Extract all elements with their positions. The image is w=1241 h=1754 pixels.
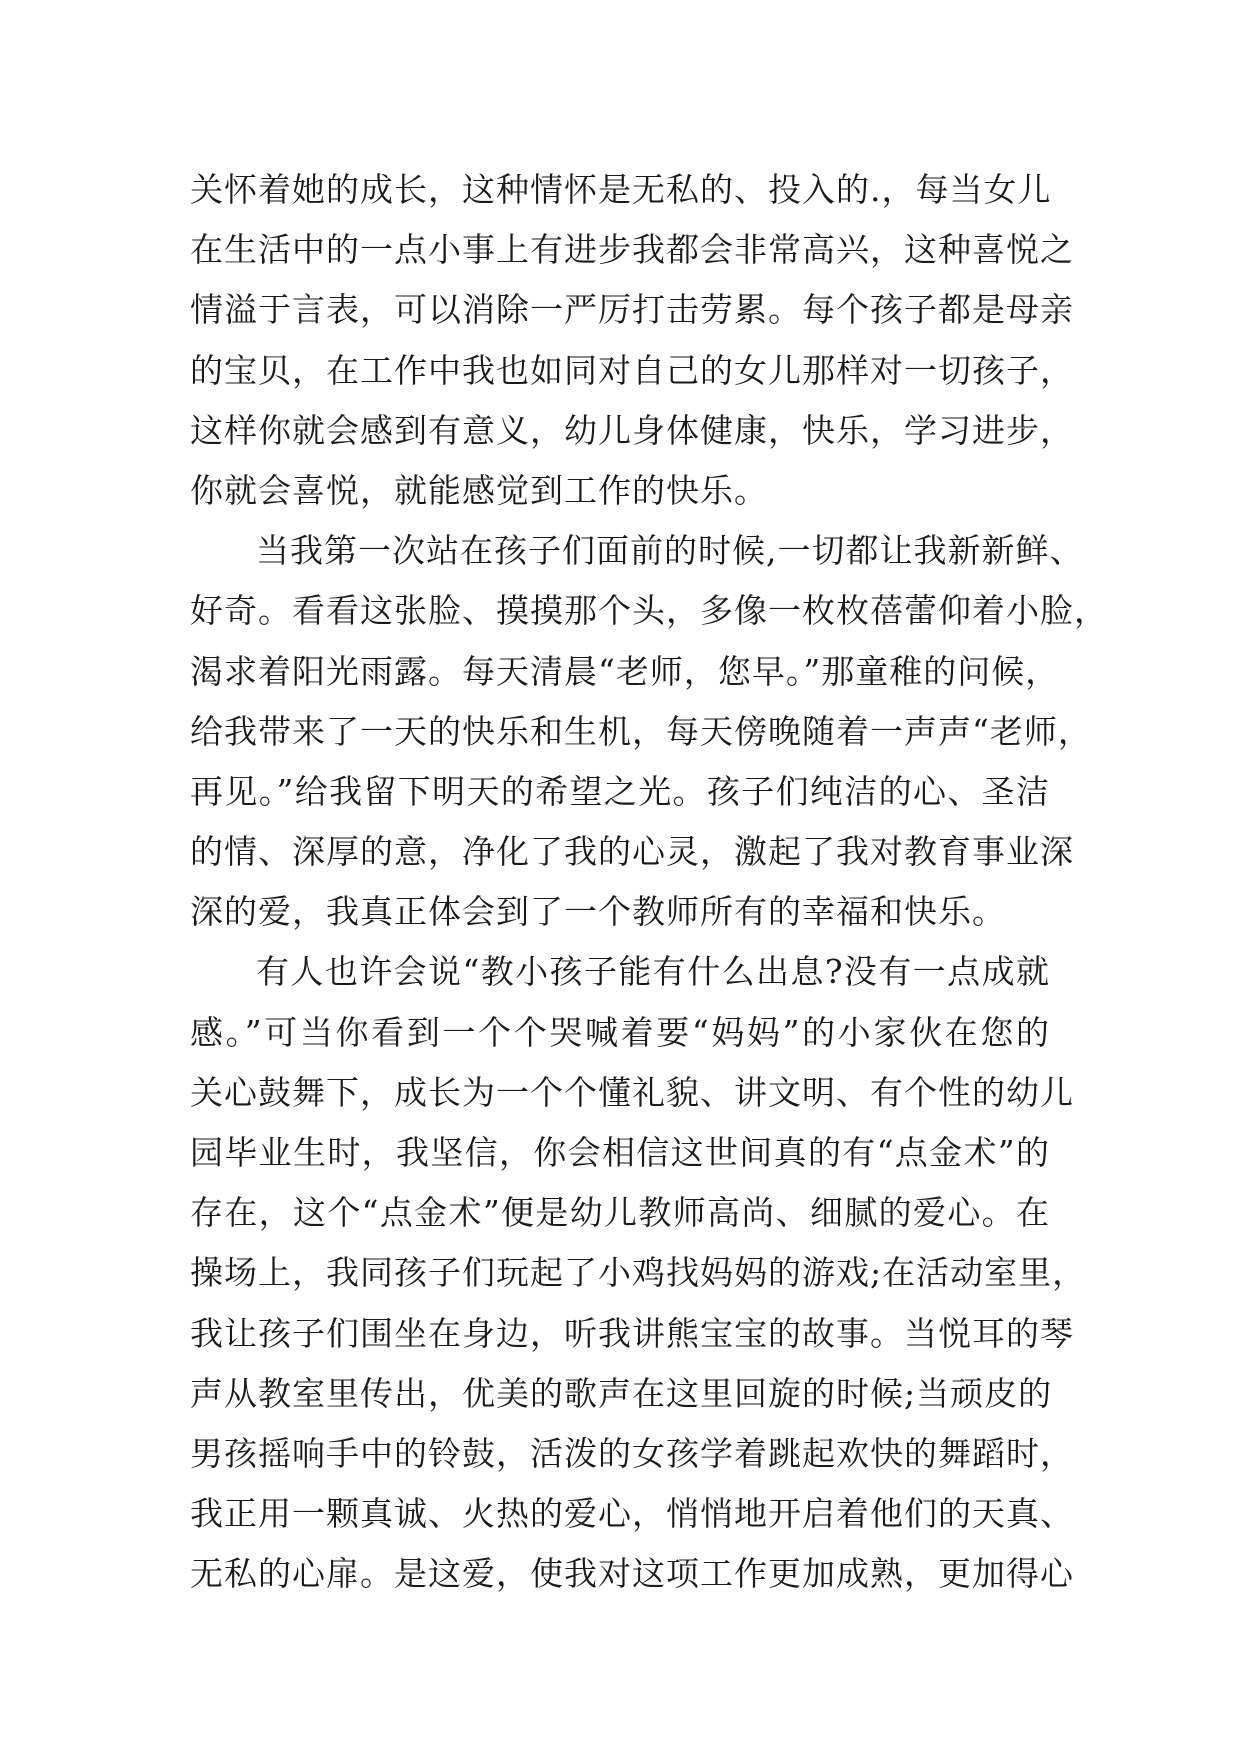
paragraph [190, 521, 1108, 942]
text-line: 当我第一次站在孩子们面前的时候,一切都让我新新鲜、 [256, 531, 1084, 571]
text-line: 的情、深厚的意，净化了我的心灵，激起了我对教育事业深 [190, 832, 1074, 872]
text-line: 好奇。看看这张脸、摸摸那个头，多像一枚枚蓓蕾仰着小脸， [190, 591, 1108, 631]
text-line: 这样你就会感到有意义，幼儿身体健康，快乐，学习进步， [190, 410, 1074, 450]
text-line: 无私的心扉。是这爱，使我对这项工作更加成熟，更加得心 [190, 1554, 1074, 1594]
text-line: 男孩摇响手中的铃鼓，活泼的女孩学着跳起欢快的舞蹈时， [190, 1433, 1074, 1473]
text-line: 的宝贝，在工作中我也如同对自己的女儿那样对一切孩子， [190, 350, 1074, 390]
text-line: 我正用一颗真诚、火热的爱心，悄悄地开启着他们的天真、 [190, 1494, 1074, 1534]
paragraph [190, 160, 1074, 521]
text-line: 声从教室里传出，优美的歌声在这里回旋的时候;当顽皮的 [190, 1373, 1053, 1413]
text-line: 再见。”给我留下明天的希望之光。孩子们纯洁的心、圣洁 [190, 771, 1050, 811]
text-line: 存在，这个“点金术”便是幼儿教师高尚、细腻的爱心。在 [190, 1193, 1050, 1233]
text-line: 在生活中的一点小事上有进步我都会非常高兴，这种喜悦之 [190, 230, 1074, 270]
text-line: 渴求着阳光雨露。每天清晨“老师，您早。”那童稚的问候， [190, 651, 1060, 691]
paragraph [190, 942, 1087, 1604]
text-line: 给我带来了一天的快乐和生机，每天傍晚随着一声声“老师， [190, 711, 1092, 751]
text-line: 关心鼓舞下，成长为一个个懂礼貌、讲文明、有个性的幼儿 [190, 1072, 1074, 1112]
text-line: 你就会喜悦，就能感觉到工作的快乐。 [190, 470, 768, 510]
text-line: 有人也许会说“教小孩子能有什么出息?没有一点成就 [256, 952, 1050, 992]
text-line: 我让孩子们围坐在身边，听我讲熊宝宝的故事。当悦耳的琴 [190, 1313, 1074, 1353]
text-line: 情溢于言表，可以消除一严厉打击劳累。每个孩子都是母亲 [190, 290, 1074, 330]
text-line: 关怀着她的成长，这种情怀是无私的、投入的.，每当女儿 [190, 170, 1052, 209]
text-line: 感。”可当你看到一个个哭喊着要“妈妈”的小家伙在您的 [190, 1012, 1050, 1052]
body-text [190, 160, 1108, 1605]
text-line: 园毕业生时，我坚信，你会相信这世间真的有“点金术”的 [190, 1133, 1050, 1172]
text-line: 深的爱，我真正体会到了一个教师所有的幸福和快乐。 [190, 892, 1006, 932]
text-line: 操场上，我同孩子们玩起了小鸡找妈妈的游戏;在活动室里， [190, 1253, 1087, 1293]
